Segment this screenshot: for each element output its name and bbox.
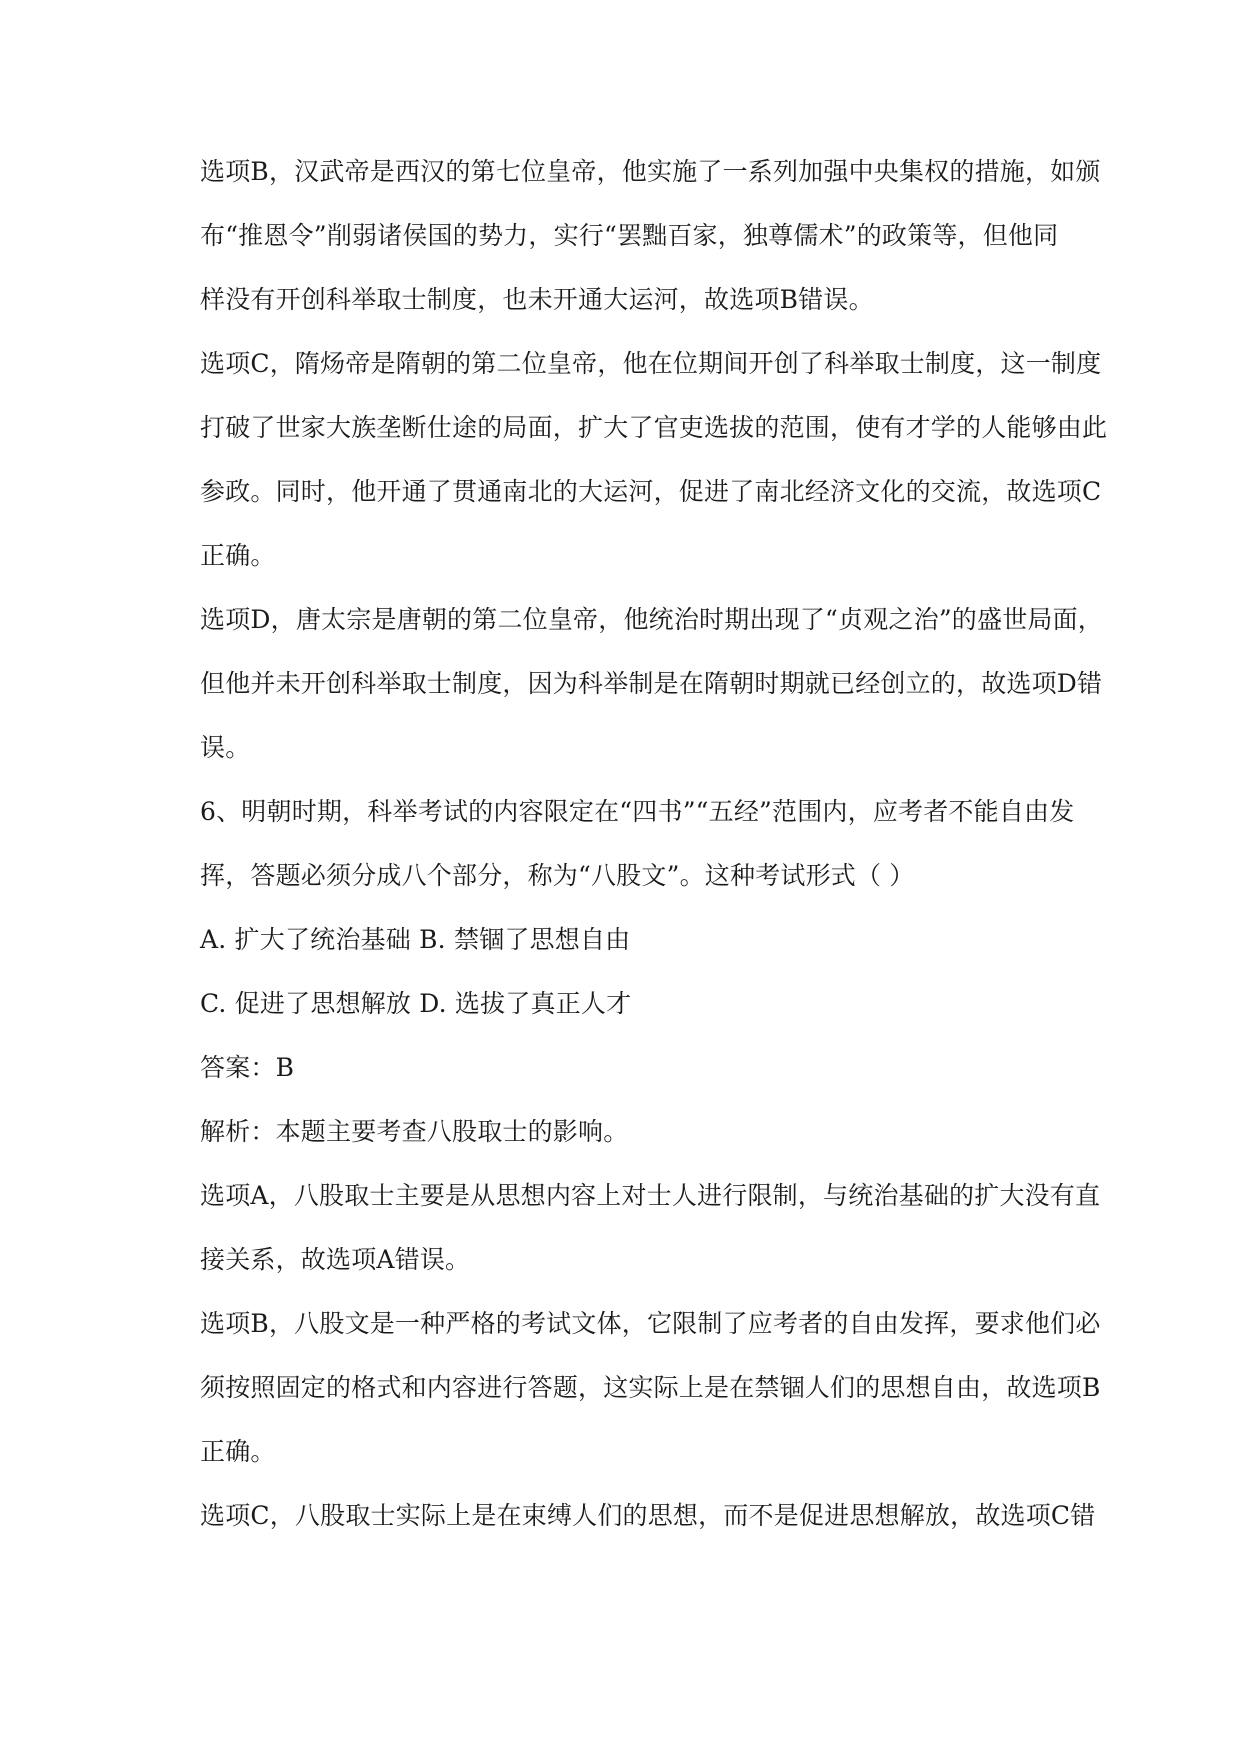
options-line: C. 促进了思想解放 D. 选拔了真正人才 — [200, 989, 632, 1018]
text-line: 参政。同时，他开通了贯通南北的大运河，促进了南北经济文化的交流，故选项C — [200, 477, 1102, 506]
text-line: 选项C，八股取士实际上是在束缚人们的思想，而不是促进思想解放，故选项C错 — [200, 1501, 1096, 1530]
analysis-line: 解析：本题主要考查八股取士的影响。 — [200, 1117, 629, 1146]
question-line: 6、明朝时期，科举考试的内容限定在“四书”“五经”范围内，应考者不能自由发 — [200, 797, 1075, 826]
text-line: 接关系，故选项A错误。 — [200, 1245, 471, 1274]
text-line: 选项C，隋炀帝是隋朝的第二位皇帝，他在位期间开创了科举取士制度，这一制度 — [200, 349, 1102, 378]
text-line: 正确。 — [200, 541, 276, 570]
document-body — [200, 140, 1108, 1548]
text-line: 布“推恩令”削弱诸侯国的势力，实行“罢黜百家，独尊儒术”的政策等，但他同 — [200, 221, 1059, 250]
text-line: 打破了世家大族垄断仕途的局面，扩大了官吏选拔的范围，使有才学的人能够由此 — [200, 413, 1108, 442]
text-line: 但他并未开创科举取士制度，因为科举制是在隋朝时期就已经创立的，故选项D错 — [200, 669, 1103, 698]
text-line: 选项B，八股文是一种严格的考试文体，它限制了应考者的自由发挥，要求他们必 — [200, 1309, 1101, 1338]
text-line: 须按照固定的格式和内容进行答题，这实际上是在禁锢人们的思想自由，故选项B — [200, 1373, 1101, 1402]
text-line: 选项D，唐太宗是唐朝的第二位皇帝，他统治时期出现了“贞观之治”的盛世局面， — [200, 605, 1104, 634]
text-line: 正确。 — [200, 1437, 276, 1466]
text-line: 选项A，八股取士主要是从思想内容上对士人进行限制，与统治基础的扩大没有直 — [200, 1181, 1101, 1210]
text-line: 样没有开创科举取士制度，也未开通大运河，故选项B错误。 — [200, 285, 874, 314]
answer-line: 答案：B — [200, 1053, 295, 1082]
text-line: 选项B，汉武帝是西汉的第七位皇帝，他实施了一系列加强中央集权的措施，如颁 — [200, 157, 1101, 186]
text-line: 误。 — [200, 733, 251, 762]
options-line: A. 扩大了统治基础 B. 禁锢了思想自由 — [200, 925, 631, 954]
question-line: 挥，答题必须分成八个部分，称为“八股文”。这种考试形式（ ） — [200, 861, 915, 890]
